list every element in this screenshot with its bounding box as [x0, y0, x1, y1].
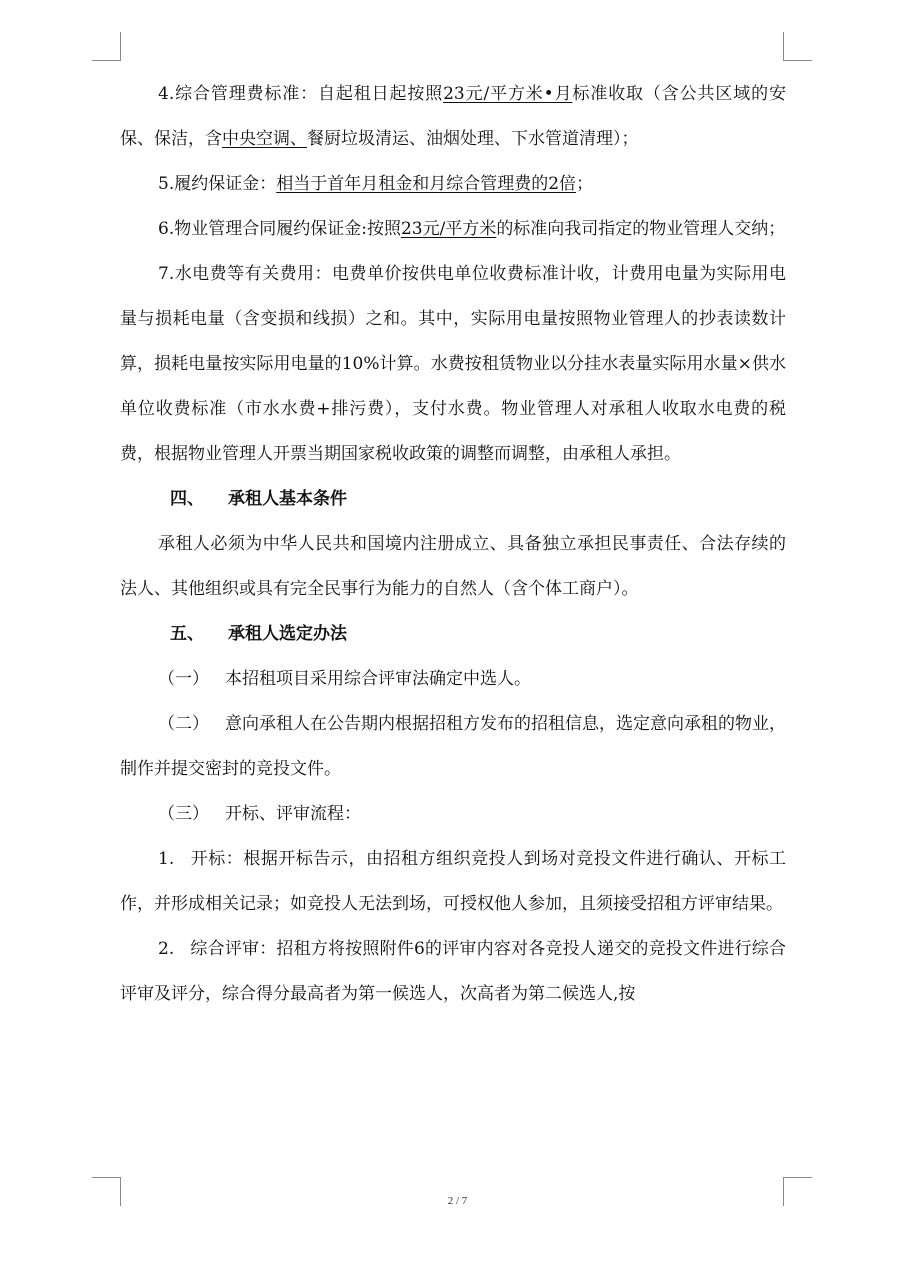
- item-5-suffix: ；: [576, 174, 594, 194]
- section-4-heading: [120, 477, 786, 522]
- item-4-management-fee: [120, 72, 786, 162]
- sub-1-text: 本招租项目采用综合评审法确定中选人。: [225, 669, 531, 689]
- item-4-suffix: 餐厨垃圾清运、油烟处理、下水管道清理）；: [307, 129, 639, 149]
- step-1-text: 开标：根据开标告示，由招租方组织竞投人到场对竞投文件进行确认、开标工作，并形成相关记录；如竞投人无法到场，可授权他人参加，且须接受招租方评审结果。: [120, 849, 786, 914]
- step-2-number: 2.: [158, 939, 175, 959]
- item-4-prefix: 4.综合管理费标准：自起租日起按照: [158, 84, 444, 104]
- sub-2-text: 意向承租人在公告期内根据招租方发布的招租信息，选定意向承租的物业，制作并提交密封的竞投文件。: [120, 714, 786, 779]
- crop-mark-top-right: [783, 32, 812, 61]
- section-4-body: 承租人必须为中华人民共和国境内注册成立、具备独立承担民事责任、合法存续的法人、其他组织或具有完全民事行为能力的自然人（含个体工商户）。: [120, 534, 786, 599]
- sub-1-number: （一）: [158, 669, 209, 689]
- item-4-mid: 标准收取（含公共区域的安保、保洁，含: [120, 84, 786, 149]
- section-5-title: 承租人选定办法: [228, 624, 347, 644]
- item-6-prefix: 6.物业管理合同履约保证金:按照: [158, 219, 401, 239]
- section-5-sub-2: [120, 702, 786, 792]
- crop-mark-top-left: [92, 32, 121, 61]
- section-5-number: 五、: [170, 624, 204, 644]
- item-6-property-deposit: [120, 207, 786, 252]
- section-5-heading: [120, 612, 786, 657]
- section-5-step-2: [120, 927, 786, 1017]
- section-5-sub-1: [120, 657, 786, 702]
- sub-2-number: （二）: [158, 714, 209, 734]
- item-5-prefix: 5.履约保证金：: [158, 174, 277, 194]
- item-5-deposit: [120, 162, 786, 207]
- step-1-number: 1.: [158, 849, 175, 869]
- item-6-rate: 23元/平方米: [400, 219, 497, 239]
- item-6-suffix: 的标准向我司指定的物业管理人交纳；: [496, 219, 786, 239]
- section-4-number: 四、: [170, 489, 204, 509]
- item-7-utilities: 7.水电费等有关费用：电费单价按供电单位收费标准计收，计费用电量为实际用电量与损耗电量（含变损和线损）之和。其中，实际用电量按照物业管理人的抄表读数计算，损耗电量按实际用电量的10%计算。水费按租赁物业以分挂水表量实际用水量×供水单位收费标准（市水水费+排污费），支付水费。物业管理人对承租人收取水电费的税费，根据物业管理人开票当期国家税收政策的调整而调整，由承租人承担。: [120, 264, 786, 464]
- page-number: 2 / 7: [447, 1195, 468, 1207]
- item-4-rate: 23元/平方米•月: [443, 84, 573, 104]
- sub-3-number: （三）: [158, 804, 209, 824]
- step-2-text: 综合评审：招租方将按照附件6的评审内容对各竞投人递交的竞投文件进行综合评审及评分，综合得分最高者为第一候选人，次高者为第二候选人,按: [120, 939, 786, 1004]
- section-4-title: 承租人基本条件: [228, 489, 347, 509]
- section-5-step-1: [120, 837, 786, 927]
- section-5-sub-3: [120, 792, 786, 837]
- item-5-amount: 相当于首年月租金和月综合管理费的2倍: [276, 174, 577, 194]
- document-body: [120, 72, 786, 1017]
- sub-3-text: 开标、评审流程：: [225, 804, 361, 824]
- item-4-ac: 中央空调、: [222, 129, 307, 149]
